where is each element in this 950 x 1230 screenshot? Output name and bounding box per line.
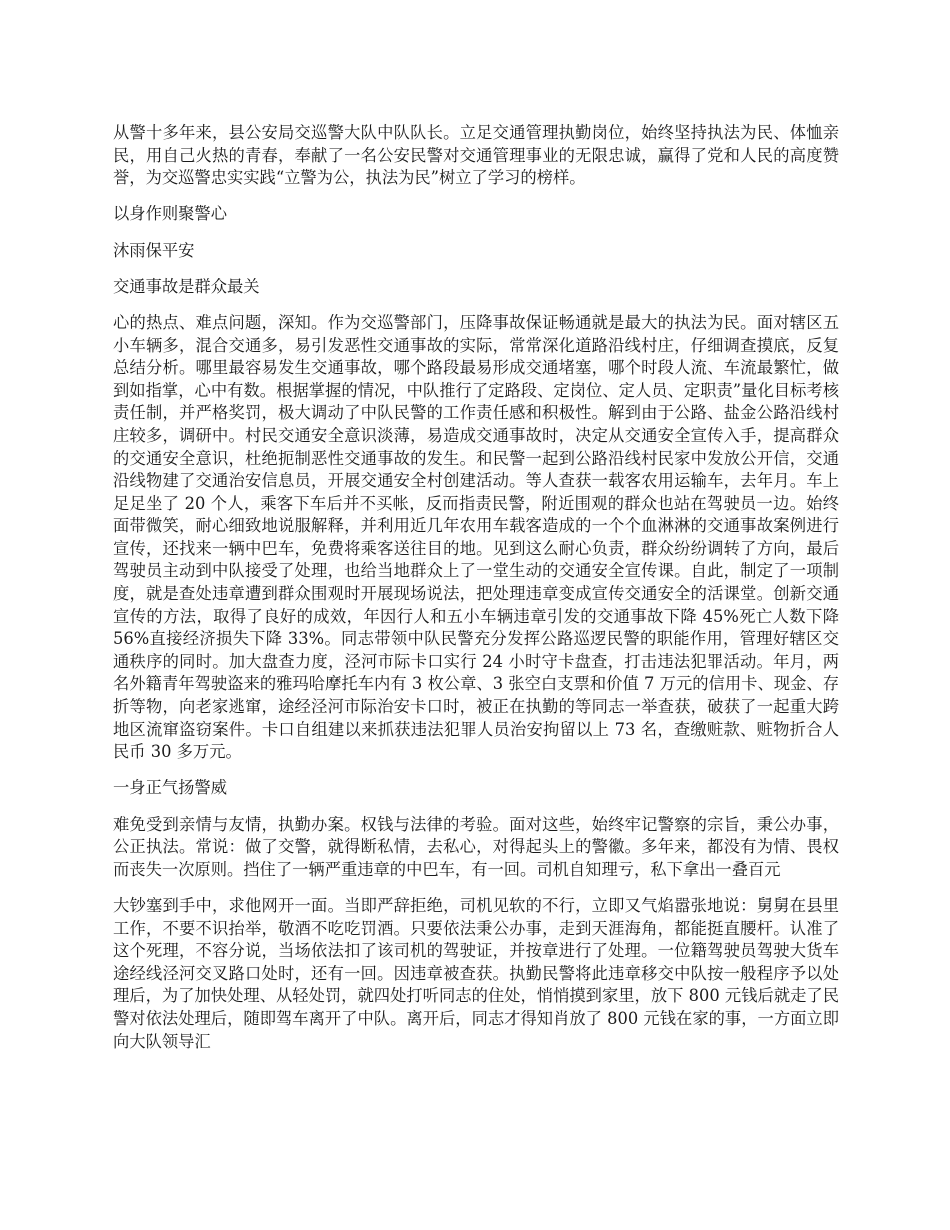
section-subheading-1: 沐雨保平安 xyxy=(113,240,195,260)
body-paragraph: 大钞塞到手中，求他网开一面。当即严辞拒绝，司机见软的不行，立即又气焰嚣张地说：舅舅在县里工作，不要不识抬举，敬酒不吃吃罚酒。只要依法秉公办事，走到天涯海角，都能挺直腰杆。认准了这个死理，不容分说，当场依法扣了该司机的驾驶证，并按章进行了处理。一位籍驾驶员驾驶大货车途经线泾河交叉路口处时，还有一回。因违章被查获。执勤民警将此违章移交中队按一般程序予以处理后，为了加快处理、从轻处罚，就四处打听同志的住处，悄悄摸到家里，放下 800 元钱后就走了民警对依法处理后，随即驾车离开了中队。离开后，同志才得知肖放了 800 元钱在家的事，一方面立即向大队领导汇 xyxy=(113,895,839,1051)
section-heading-2: 一身正气扬警威 xyxy=(113,778,227,798)
section-heading-1: 以身作则聚警心 xyxy=(113,204,227,224)
body-paragraph: 心的热点、难点问题，深知。作为交巡警部门，压降事故保证畅通就是最大的执法为民。面对辖区五小车辆多，混合交通多，易引发恶性交通事故的实际，常常深化道路沿线村庄，仔细调查摸底，反复总结分析。哪里最容易发生交通事故，哪个路段最易形成交通堵塞，哪个时段人流、车流最繁忙，做到如指掌，心中有数。根据掌握的情况，中队推行了定路段、定岗位、定人员、定职责”量化目标考核责任制，并严格奖罚，极大调动了中队民警的工作责任感和积极性。解到由于公路、盐金公路沿线村庄较多，调研中。村民交通安全意识淡薄，易造成交通事故时，决定从交通安全宣传入手，提高群众的交通安全意识，杜绝扼制恶性交通事故的发生。和民警一起到公路沿线村民家中发放公开信，交通沿线物建了交通治安信息员，开展交通安全村创建活动。等人查获一载客农用运输车，去年月。车上足足坐了 20 个人，乘客下车后并不买帐，反而指责民警，附近围观的群众也站在驾驶员一边。始终面带微笑，耐心细致地说服解释，并利用近几年农用车载客造成的一个个血淋淋的交通事故案例进行宣传，还找来一辆中巴车，免费将乘客送往目的地。见到这么耐心负责，群众纷纷调转了方向，最后驾驶员主动到中队接受了处理，也给当地群众上了一堂生动的交通安全宣传课。自此，制定了一项制度，就是查处违章遭到群众围观时开展现场说法，把处理违章变成宣传交通安全的活课堂。创新交通宣传的方法，取得了良好的成效，年因行人和五小车辆违章引发的交通事故下降 45%死亡人数下降 56%直接经济损失下降 33%。同志带领中队民警充分发挥公路巡逻民警的职能作用，管理好辖区交通秩序的同时。加大盘查力度，泾河市际卡口实行 24 小时守卡盘查，打击违法犯罪活动。年月，两名外籍青年驾驶盗来的雅玛哈摩托车内有 3 枚公章、3 张空白支票和价值 7 万元的信用卡、现金、存折等物，向老家逃窜，途经泾河市际治安卡口时，被正在执勤的等同志一举查获，破获了一起重大跨地区流窜盗窃案件。卡口自组建以来抓获违法犯罪人员治安拘留以上 73 名，查缴赃款、赃物折合人民币 30 多万元。 xyxy=(113,312,839,762)
document-body xyxy=(113,122,839,1067)
body-paragraph: 难免受到亲情与友情，执勤办案。权钱与法律的考验。面对这些，始终牢记警察的宗旨，秉公办事，公正执法。常说：做了交警，就得断私情，去私心，对得起头上的警徽。多年来，都没有为情、畏权而丧失一次原则。挡住了一辆严重违章的中巴车，有一回。司机自知理亏，私下拿出一叠百元 xyxy=(113,814,839,879)
intro-paragraph: 从警十多年来，县公安局交巡警大队中队队长。立足交通管理执勤岗位，始终坚持执法为民、体恤亲民，用自己火热的青春，奉献了一名公安民警对交通管理事业的无限忠诚，赢得了党和人民的高度赞誉，为交巡警忠实实践“立警为公，执法为民”树立了学习的榜样。 xyxy=(113,123,839,188)
body-paragraph: 交通事故是群众最关 xyxy=(113,276,260,296)
